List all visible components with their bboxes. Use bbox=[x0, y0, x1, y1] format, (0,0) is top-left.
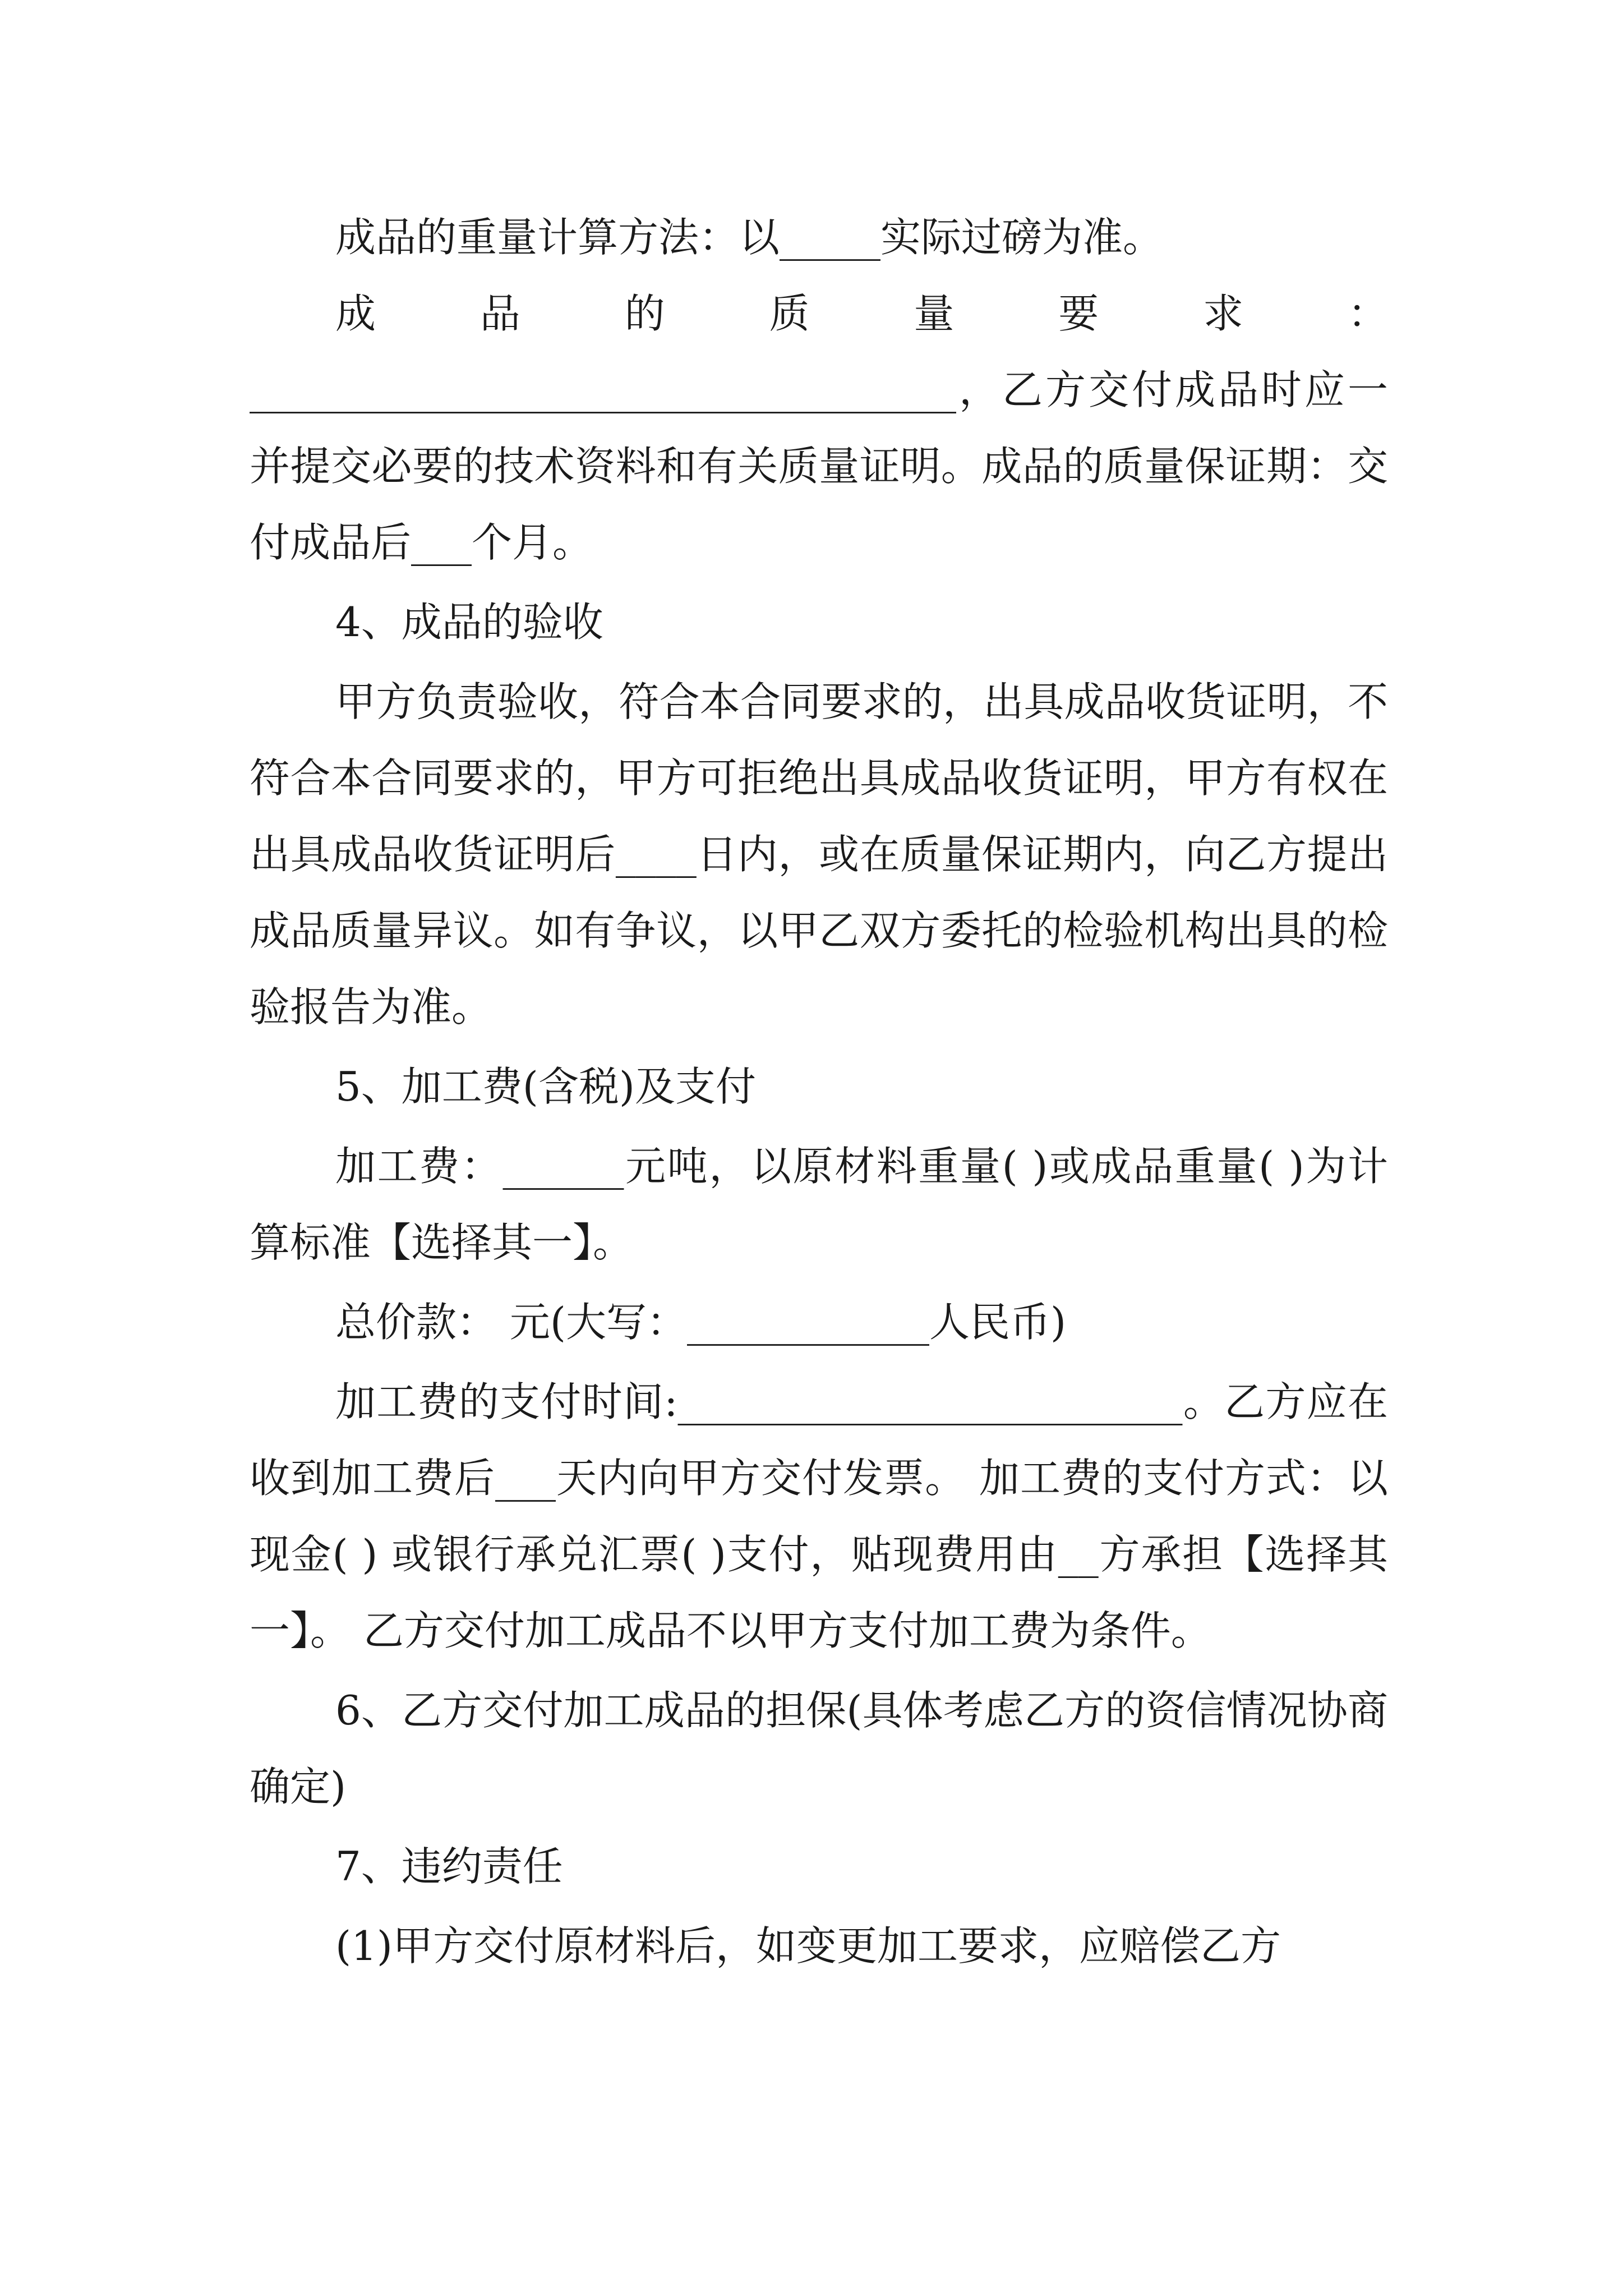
section-heading-7: 7、违约责任 bbox=[335, 1843, 563, 1890]
paragraph-clause-1: (1)甲方交付原材料后，如变更加工要求，应赔偿乙方 bbox=[335, 1922, 1281, 1970]
paragraph-acceptance: 甲方负责验收，符合本合同要求的，出具成品收货证明，不符合本合同要求的，甲方可拒绝出具成品收货证明，甲方有权在出具成品收货证明后____日内，或在质量保证期内，向乙方提出成品质量异议。如有争议，以甲乙双方委托的检验机构出具的检验报告为准。 bbox=[250, 678, 1388, 1030]
paragraph-payment: 加工费的支付时间:_________________________。乙方应在收到加工费后___天内向甲方交付发票。 加工费的支付方式：以现金( ) 或银行承兑汇票( )支付，贴现费用由__方承担【选择其一】。 乙方交付加工成品不以甲方支付加工费为条件。 bbox=[250, 1378, 1388, 1654]
section-heading-4: 4、成品的验收 bbox=[335, 599, 603, 646]
document-body bbox=[250, 199, 1388, 1984]
section-heading-5: 5、加工费(含税)及支付 bbox=[335, 1063, 756, 1110]
paragraph-weight-method: 成品的重量计算方法：以_____实际过磅为准。 bbox=[335, 214, 1164, 261]
section-heading-6: 6、乙方交付加工成品的担保(具体考虑乙方的资信情况协商确定) bbox=[250, 1687, 1388, 1810]
paragraph-quality-heading: 成 品 的 质 量 要 求 ： bbox=[335, 290, 1388, 337]
paragraph-fee: 加工费：______元吨，以原材料重量( )或成品重量( )为计算标准【选择其一】。 bbox=[250, 1143, 1388, 1266]
paragraph-quality-text: ___________________________________，乙方交付成品时应一并提交必要的技术资料和有关质量证明。成品的质量保证期：交付成品后___个月。 bbox=[250, 366, 1388, 566]
paragraph-total-price: 总价款： 元(大写：____________人民币) bbox=[335, 1299, 1067, 1346]
